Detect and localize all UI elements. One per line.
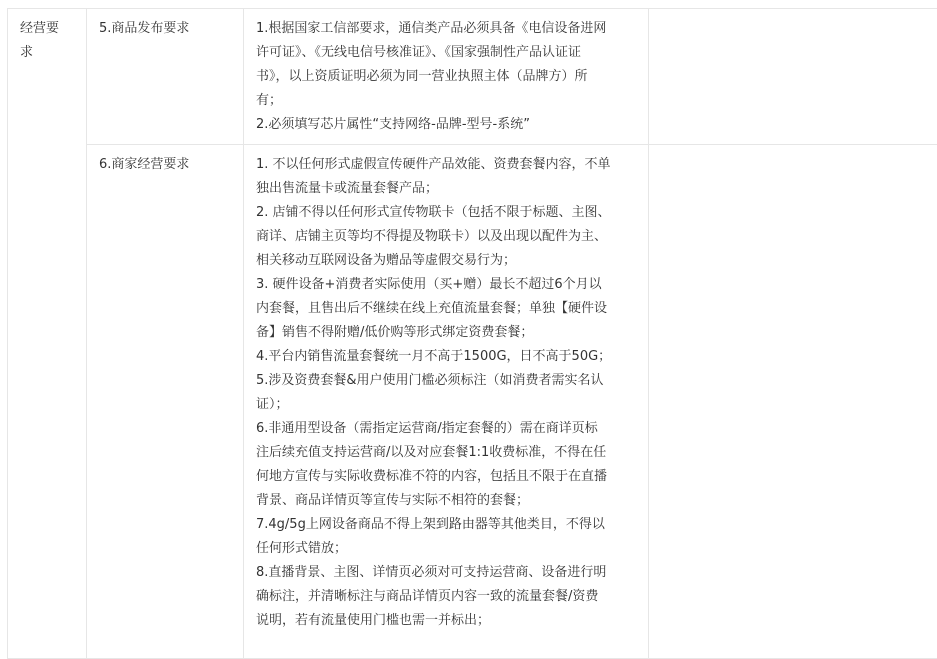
content-line: 背景、商品详情页等宣传与实际不相符的套餐；	[256, 493, 530, 508]
content-line: 有；	[256, 93, 283, 108]
content-line: 许可证》、《无线电信号核准证》、《国家强制性产品认证证	[256, 45, 582, 60]
content-line: 8.直播背景、主图、详情页必须对可支持运营商、设备进行明	[256, 565, 607, 580]
content-line: 2. 店铺不得以任何形式宣传物联卡（包括不限于标题、主图、	[256, 205, 611, 220]
content-line: 1.根据国家工信部要求，通信类产品必须具备《电信设备进网	[256, 21, 607, 36]
category-label-line-1: 经营要	[20, 21, 60, 36]
content-line: 证）；	[256, 397, 289, 412]
content-line: 5.涉及资费套餐&用户使用门槛必须标注（如消费者需实名认	[256, 373, 604, 388]
category-label-line-2: 求	[20, 45, 34, 60]
content-line: 相关移动互联网设备为赠品等虚假交易行为；	[256, 253, 517, 268]
content-line: 说明，若有流量使用门槛也需一并标出；	[256, 613, 491, 628]
content-line: 7.4g/5g上网设备商品不得上架到路由器等其他类目，不得以	[256, 517, 605, 532]
row-title-cell	[87, 145, 244, 659]
content-line: 任何形式错放；	[256, 541, 348, 556]
content-line: 书》，以上资质证明必须为同一营业执照主体（品牌方）所	[256, 69, 588, 84]
row-title: 6.商家经营要求	[99, 157, 190, 172]
content-line: 何地方宣传与实际收费标准不符的内容，包括且不限于在直播	[256, 469, 608, 484]
requirements-table	[7, 8, 937, 659]
row-empty-cell	[649, 9, 937, 145]
row-title: 5.商品发布要求	[99, 21, 190, 36]
content-line: 2.必须填写芯片属性“支持网络-品牌-型号-系统”	[256, 117, 530, 132]
row-content-cell	[244, 145, 649, 659]
content-line: 注后续充值支持运营商/以及对应套餐1:1收费标准，不得在任	[256, 445, 607, 460]
content-line: 内套餐，且售出后不继续在线上充值流量套餐；单独【硬件设	[256, 301, 608, 316]
content-line: 备】销售不得附赠/低价购等形式绑定资费套餐；	[256, 325, 534, 340]
row-title-cell	[87, 9, 244, 145]
content-line: 3. 硬件设备+消费者实际使用（买+赠）最长不超过6个月以	[256, 277, 602, 292]
content-line: 独出售流量卡或流量套餐产品；	[256, 181, 439, 196]
content-line: 4.平台内销售流量套餐统一月不高于1500G，日不高于50G；	[256, 349, 612, 364]
content-line: 确标注，并清晰标注与商品详情页内容一致的流量套餐/资费	[256, 589, 599, 604]
category-cell	[8, 9, 87, 659]
content-line: 商详、店铺主页等均不得提及物联卡）以及出现以配件为主、	[256, 229, 608, 244]
content-line: 1. 不以任何形式虚假宣传硬件产品效能、资费套餐内容，不单	[256, 157, 611, 172]
content-line: 6.非通用型设备（需指定运营商/指定套餐的）需在商详页标	[256, 421, 598, 436]
row-content-cell	[244, 9, 649, 145]
row-empty-cell	[649, 145, 937, 659]
